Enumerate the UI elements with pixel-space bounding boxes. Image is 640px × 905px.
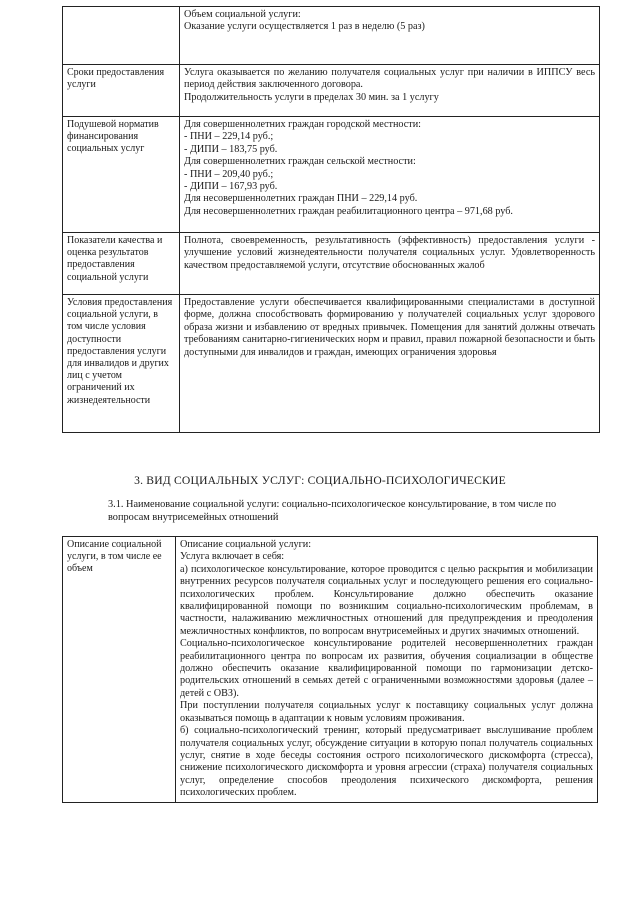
service-table-1 (62, 6, 600, 433)
row-label-volume (63, 7, 180, 65)
table-row-conditions (63, 295, 600, 433)
table-row-terms (63, 65, 600, 117)
norm-line-2: - ПНИ – 229,14 руб.; (184, 131, 274, 143)
description-includes: Услуга включает в себя: (180, 551, 285, 563)
row-label-description: Описание социальной услуги, в том числе ее объем (63, 537, 176, 803)
row-content-volume (180, 7, 600, 65)
norm-line-8: Для несовершеннолетних граждан реабилитационного центра – 971,68 руб. (184, 205, 513, 217)
section-title: 3. ВИД СОЦИАЛЬНЫХ УСЛУГ: СОЦИАЛЬНО-ПСИХОЛОГИЧЕСКИЕ (134, 474, 506, 487)
row-label-terms: Сроки предоставления услуги (63, 65, 180, 117)
volume-frequency: Оказание услуги осуществляется 1 раз в неделю (5 раз) (184, 21, 425, 33)
table-row-volume (63, 7, 600, 65)
terms-line-1: Услуга оказывается по желанию получателя социальных услуг при наличии в ИППСУ весь период действия заключенного договора. (184, 67, 595, 91)
table-row-norm (63, 117, 600, 233)
table-row-quality (63, 233, 600, 295)
row-content-norm (180, 117, 600, 233)
terms-line-2: Продолжительность услуги в пределах 30 мин. за 1 услугу (184, 91, 439, 103)
description-heading: Описание социальной услуги: (180, 539, 312, 550)
service-table-2 (62, 536, 598, 803)
row-content-description (176, 537, 598, 803)
table-row-description (63, 537, 598, 803)
norm-line-5: - ПНИ – 209,40 руб.; (184, 168, 274, 180)
paragraph-admission: При поступлении получателя социальных услуг к поставщику социальных услуг должна оказываться помощь в адаптации к новым условиям проживания. (180, 700, 593, 724)
norm-line-6: - ДИПИ – 167,93 руб. (184, 181, 278, 193)
paragraph-parents: Социально-психологическое консультирование родителей несовершеннолетних граждан реабилитационного центра по вопросам их развития, обучения социализации в обществе должно обеспечить оказание квалифицированной помощи по гармонизации детско-родительских отношений в семьях детей с ограниченными возможностями здоровья (далее – детей с ОВЗ). (180, 638, 593, 699)
row-label-conditions: Условия предоставления социальной услуги, в том числе условия доступности предоставления услуги для инвалидов и других лиц с учетом ограничений их жизнедеятельности (63, 295, 180, 433)
norm-line-3: - ДИПИ – 183,75 руб. (184, 143, 278, 155)
row-label-norm: Подушевой норматив финансирования социальных услуг (63, 117, 180, 233)
paragraph-a: а) психологическое консультирование, которое проводится с целью раскрытия и мобилизации внутренних ресурсов получателя социальных услуг и последующего решения его социально-психологических проблем. Консультирование должно обеспечить оказание квалифицированной помощи по возникшим социально-психологическим проблемам, в частности, налаживанию межличностных отношений для предупреждения и преодоления межличностных конфликтов, по вопросам внутрисемейных и других значимых отношений. (180, 563, 593, 637)
row-content-conditions: Предоставление услуги обеспечивается квалифицированными специалистами в доступной форме, должна способствовать формированию у получателей социальных услуг здорового образа жизни и избавлению от вредных привычек. Помещения для занятий должны отвечать требованиям санитарно-гигиенических норм и правил, правил пожарной безопасности и быть доступными для инвалидов и граждан, имеющих ограничения здоровья (180, 295, 600, 433)
norm-line-4: Для совершеннолетних граждан сельской местности: (184, 156, 416, 168)
volume-heading: Объем социальной услуги: (184, 9, 301, 20)
row-content-terms (180, 65, 600, 117)
row-content-quality: Полнота, своевременность, результативность (эффективность) предоставления услуги - улучшение условий жизнедеятельности получателя социальных услуг. Удовлетворенность качеством предоставляемой услуги, отсутствие обоснованных жалоб (180, 233, 600, 295)
paragraph-b: б) социально-психологический тренинг, который предусматривает выслушивание проблем получателя социальных услуг, обсуждение ситуации в которую попал получатель социальных услуг, снятие в ходе беседы состояния острого психологического дискомфорта (стресса), снижение психологического дискомфорта и уровня агрессии (страха) получателя социальных услуг, определение способов преодоления психического дискомфорта, решения психологических проблем. (180, 725, 593, 799)
row-label-quality: Показатели качества и оценка результатов предоставления социальной услуги (63, 233, 180, 295)
norm-line-7: Для несовершеннолетних граждан ПНИ – 229,14 руб. (184, 193, 418, 205)
norm-line-1: Для совершеннолетних граждан городской местности: (184, 119, 422, 130)
service-name: 3.1. Наименование социальной услуги: социально-психологическое консультирование, в том числе по вопросам внутрисемейных отношений (108, 499, 557, 523)
